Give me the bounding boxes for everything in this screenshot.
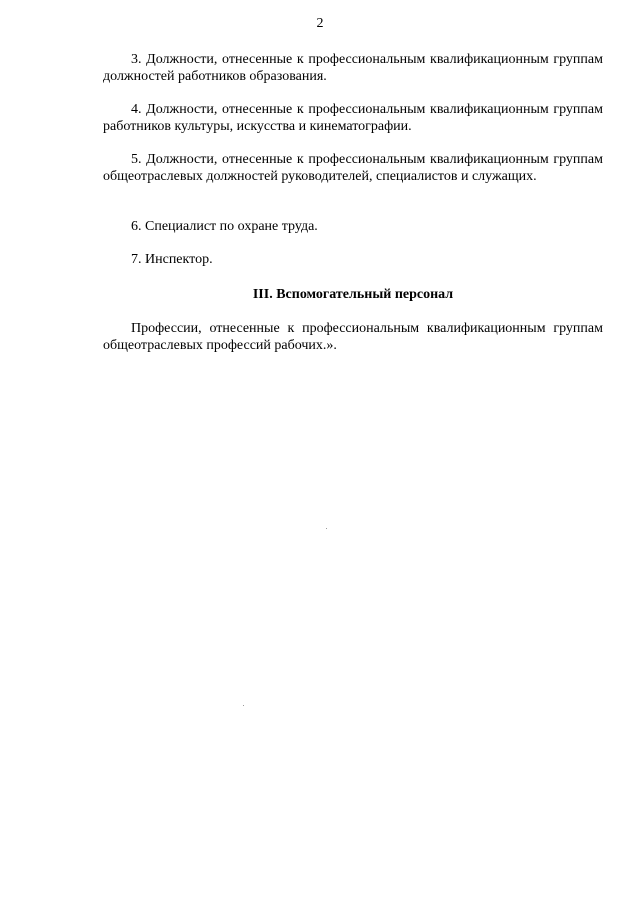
- section-heading: III. Вспомогательный персонал: [252, 287, 454, 302]
- list-item-3: 3. Должности, отнесенные к профессиональным квалификационным группам должностей работников образования.: [103, 52, 603, 84]
- page-number: 2: [316, 16, 324, 31]
- section-paragraph: Профессии, отнесенные к профессиональным квалификационным группам общеотраслевых профессий рабочих.».: [103, 321, 603, 353]
- list-item-5: 5. Должности, отнесенные к профессиональным квалификационным группам общеотраслевых должностей руководителей, специалистов и служащих.: [103, 152, 603, 184]
- list-item-4: 4. Должности, отнесенные к профессиональным квалификационным группам работников культуры, искусства и кинематографии.: [103, 102, 603, 134]
- list-item-6: 6. Специалист по охране труда.: [131, 219, 318, 234]
- list-item-7: 7. Инспектор.: [131, 252, 213, 267]
- scan-speck: [326, 528, 327, 529]
- scan-speck: [243, 705, 244, 706]
